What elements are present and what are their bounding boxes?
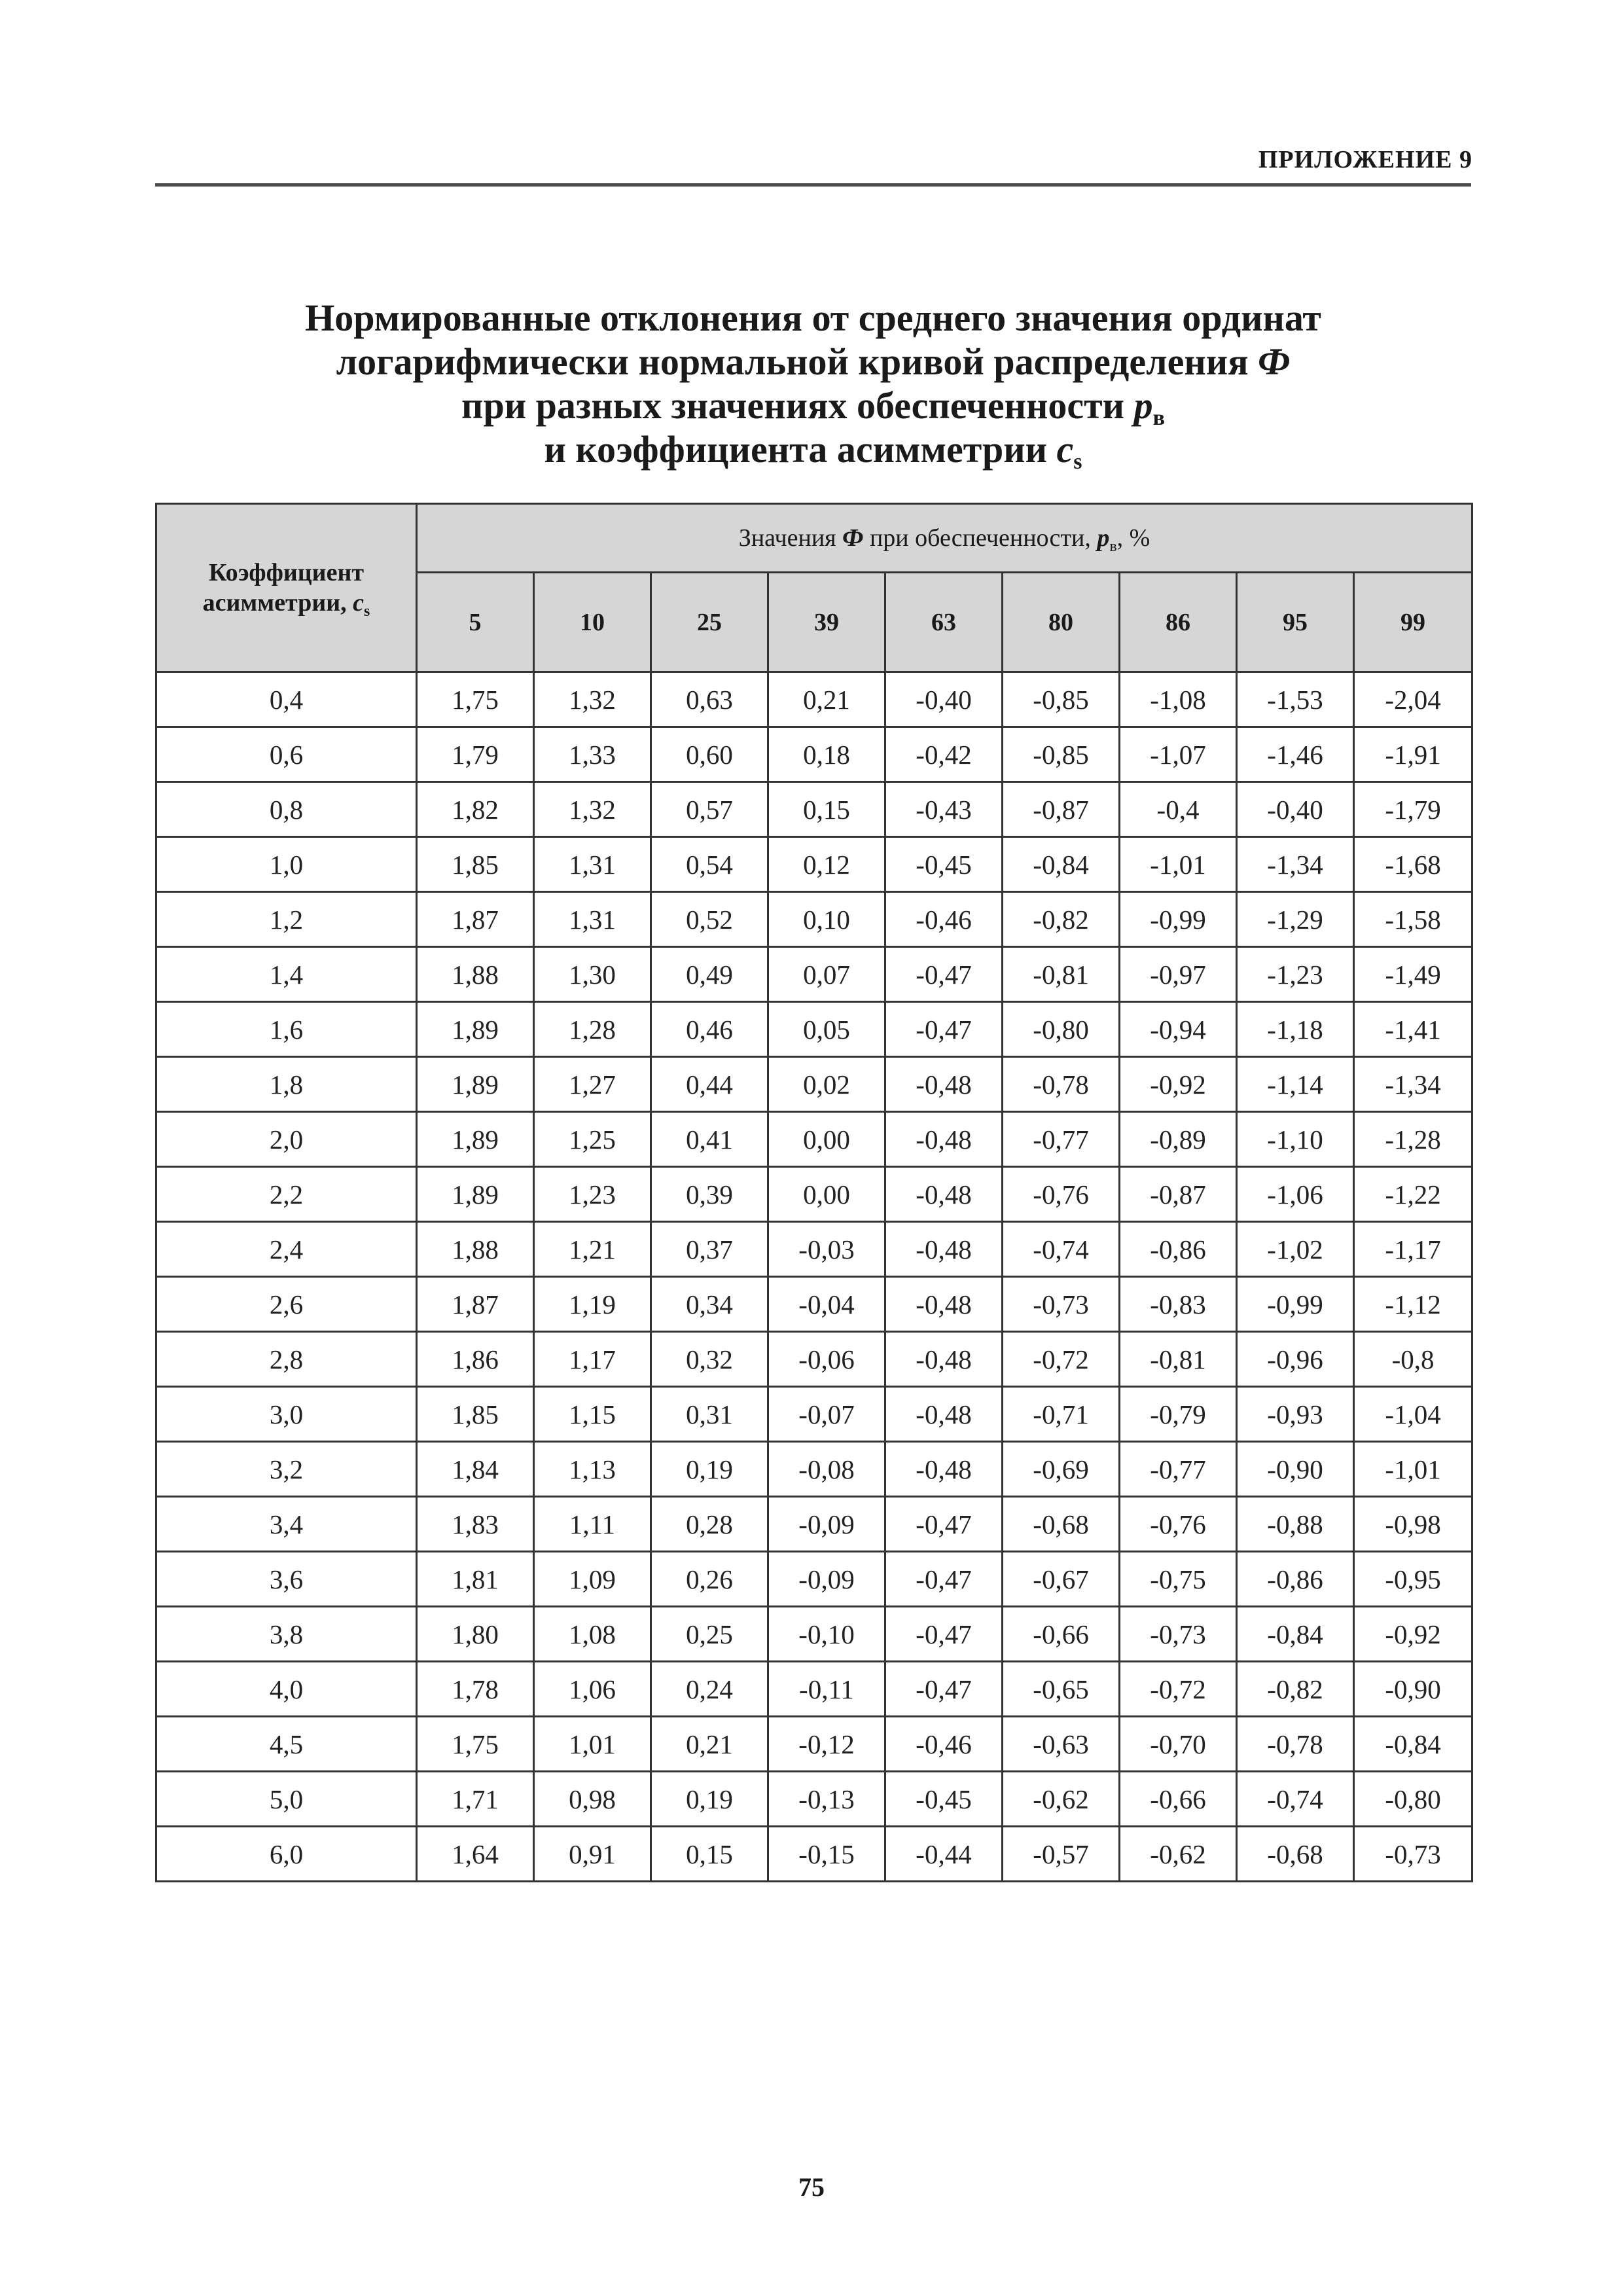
table-row xyxy=(156,947,1472,1002)
table-row xyxy=(156,1827,1472,1882)
phi-value-cell: -0,90 xyxy=(1354,1662,1472,1717)
column-header: 63 xyxy=(885,573,1003,672)
phi-value-cell: 1,85 xyxy=(417,837,534,892)
phi-value-cell: -0,43 xyxy=(885,782,1003,837)
phi-value-cell: -0,99 xyxy=(1120,892,1237,947)
phi-value-cell: 1,71 xyxy=(417,1772,534,1827)
stub-c-symbol: c xyxy=(353,589,364,617)
phi-value-cell: -0,94 xyxy=(1120,1002,1237,1057)
phi-value-cell: -1,08 xyxy=(1120,672,1237,727)
cs-value-cell: 3,4 xyxy=(156,1497,417,1552)
cs-value-cell: 1,4 xyxy=(156,947,417,1002)
table-row xyxy=(156,1002,1472,1057)
phi-value-cell: -0,84 xyxy=(1003,837,1120,892)
phi-value-cell: 1,89 xyxy=(417,1057,534,1112)
cs-value-cell: 0,8 xyxy=(156,782,417,837)
phi-value-cell: 1,88 xyxy=(417,947,534,1002)
phi-value-cell: -1,17 xyxy=(1354,1222,1472,1277)
phi-value-cell: 0,19 xyxy=(651,1772,768,1827)
phi-value-cell: 0,44 xyxy=(651,1057,768,1112)
cs-value-cell: 5,0 xyxy=(156,1772,417,1827)
phi-value-cell: -0,71 xyxy=(1003,1387,1120,1442)
phi-value-cell: -0,48 xyxy=(885,1387,1003,1442)
header-divider xyxy=(155,183,1471,187)
phi-value-cell: -0,46 xyxy=(885,1717,1003,1772)
phi-value-cell: 0,54 xyxy=(651,837,768,892)
phi-value-cell: 1,17 xyxy=(534,1332,651,1387)
phi-value-cell: -1,04 xyxy=(1354,1387,1472,1442)
phi-value-cell: -1,46 xyxy=(1237,727,1354,782)
group-header-text-2: при обеспеченности, xyxy=(863,524,1097,552)
column-header: 80 xyxy=(1003,573,1120,672)
table-row xyxy=(156,1552,1472,1607)
group-header xyxy=(417,504,1472,573)
phi-value-cell: -0,48 xyxy=(885,1057,1003,1112)
phi-value-cell: -1,01 xyxy=(1354,1442,1472,1497)
title-line-4 xyxy=(155,427,1471,474)
phi-value-cell: 1,19 xyxy=(534,1277,651,1332)
phi-value-cell: -0,88 xyxy=(1237,1497,1354,1552)
phi-value-cell: 1,11 xyxy=(534,1497,651,1552)
phi-value-cell: -0,68 xyxy=(1003,1497,1120,1552)
phi-value-cell: -0,81 xyxy=(1003,947,1120,1002)
phi-value-cell: 0,21 xyxy=(651,1717,768,1772)
title-line-3-text: при разных значениях обеспеченности xyxy=(461,384,1134,427)
phi-value-cell: 0,07 xyxy=(768,947,885,1002)
phi-value-cell: 1,31 xyxy=(534,837,651,892)
column-header: 25 xyxy=(651,573,768,672)
phi-value-cell: -0,77 xyxy=(1003,1112,1120,1167)
cs-value-cell: 1,6 xyxy=(156,1002,417,1057)
phi-value-cell: 0,31 xyxy=(651,1387,768,1442)
phi-value-cell: 0,19 xyxy=(651,1442,768,1497)
phi-value-cell: -0,8 xyxy=(1354,1332,1472,1387)
phi-value-cell: 0,39 xyxy=(651,1167,768,1222)
phi-value-cell: -0,48 xyxy=(885,1442,1003,1497)
table-row xyxy=(156,1057,1472,1112)
table-row xyxy=(156,1772,1472,1827)
title-c-symbol: c xyxy=(1056,428,1074,471)
phi-value-cell: -0,11 xyxy=(768,1662,885,1717)
phi-value-cell: -0,44 xyxy=(885,1827,1003,1882)
phi-value-cell: 1,88 xyxy=(417,1222,534,1277)
phi-value-cell: -0,47 xyxy=(885,1002,1003,1057)
phi-value-cell: -0,76 xyxy=(1120,1497,1237,1552)
phi-value-cell: 1,82 xyxy=(417,782,534,837)
phi-value-cell: -0,48 xyxy=(885,1167,1003,1222)
phi-value-cell: -0,62 xyxy=(1003,1772,1120,1827)
column-header: 95 xyxy=(1237,573,1354,672)
phi-value-cell: -0,73 xyxy=(1003,1277,1120,1332)
phi-value-cell: 1,84 xyxy=(417,1442,534,1497)
phi-value-cell: -2,04 xyxy=(1354,672,1472,727)
phi-value-cell: 1,89 xyxy=(417,1167,534,1222)
phi-value-cell: 1,06 xyxy=(534,1662,651,1717)
cs-value-cell: 0,4 xyxy=(156,672,417,727)
phi-value-cell: -0,09 xyxy=(768,1552,885,1607)
phi-value-cell: -0,07 xyxy=(768,1387,885,1442)
phi-value-cell: 0,18 xyxy=(768,727,885,782)
phi-value-cell: 1,27 xyxy=(534,1057,651,1112)
table-row xyxy=(156,782,1472,837)
phi-value-cell: -0,81 xyxy=(1120,1332,1237,1387)
group-header-text-3: , % xyxy=(1116,524,1150,552)
phi-value-cell: 1,75 xyxy=(417,1717,534,1772)
table-row xyxy=(156,1607,1472,1662)
phi-value-cell: 0,57 xyxy=(651,782,768,837)
phi-value-cell: -0,40 xyxy=(885,672,1003,727)
phi-value-cell: -0,99 xyxy=(1237,1277,1354,1332)
title-p-symbol: p xyxy=(1133,384,1153,427)
phi-value-cell: 0,05 xyxy=(768,1002,885,1057)
cs-value-cell: 3,2 xyxy=(156,1442,417,1497)
phi-value-cell: -0,96 xyxy=(1237,1332,1354,1387)
table-row xyxy=(156,1277,1472,1332)
phi-value-cell: -0,93 xyxy=(1237,1387,1354,1442)
phi-value-cell: -1,34 xyxy=(1237,837,1354,892)
cs-value-cell: 4,0 xyxy=(156,1662,417,1717)
phi-value-cell: 1,13 xyxy=(534,1442,651,1497)
phi-value-cell: -1,91 xyxy=(1354,727,1472,782)
phi-value-cell: -0,92 xyxy=(1354,1607,1472,1662)
phi-value-cell: 0,15 xyxy=(651,1827,768,1882)
column-header: 39 xyxy=(768,573,885,672)
phi-value-cell: -0,65 xyxy=(1003,1662,1120,1717)
phi-value-cell: -0,72 xyxy=(1003,1332,1120,1387)
cs-value-cell: 2,0 xyxy=(156,1112,417,1167)
phi-value-cell: -1,29 xyxy=(1237,892,1354,947)
phi-value-cell: -0,12 xyxy=(768,1717,885,1772)
phi-value-cell: 1,80 xyxy=(417,1607,534,1662)
title-line-4-text: и коэффициента асимметрии xyxy=(544,428,1057,471)
phi-value-cell: -1,06 xyxy=(1237,1167,1354,1222)
table-title xyxy=(155,296,1471,474)
cs-value-cell: 2,2 xyxy=(156,1167,417,1222)
phi-value-cell: -0,45 xyxy=(885,837,1003,892)
phi-value-cell: 0,26 xyxy=(651,1552,768,1607)
phi-value-cell: 1,86 xyxy=(417,1332,534,1387)
phi-value-cell: -0,73 xyxy=(1120,1607,1237,1662)
appendix-label: ПРИЛОЖЕНИЕ 9 xyxy=(1258,146,1472,173)
phi-value-cell: 1,09 xyxy=(534,1552,651,1607)
phi-value-cell: 0,24 xyxy=(651,1662,768,1717)
phi-value-cell: -0,46 xyxy=(885,892,1003,947)
stub-header-line-2: асимметрии, xyxy=(202,589,353,617)
phi-value-cell: -0,97 xyxy=(1120,947,1237,1002)
phi-value-cell: -1,23 xyxy=(1237,947,1354,1002)
phi-value-cell: -1,79 xyxy=(1354,782,1472,837)
phi-value-cell: 1,79 xyxy=(417,727,534,782)
phi-value-cell: -0,15 xyxy=(768,1827,885,1882)
cs-value-cell: 3,8 xyxy=(156,1607,417,1662)
cs-value-cell: 2,4 xyxy=(156,1222,417,1277)
phi-value-cell: -0,92 xyxy=(1120,1057,1237,1112)
phi-value-cell: -0,03 xyxy=(768,1222,885,1277)
phi-value-cell: -0,63 xyxy=(1003,1717,1120,1772)
column-header: 99 xyxy=(1354,573,1472,672)
column-header: 10 xyxy=(534,573,651,672)
phi-value-cell: 0,02 xyxy=(768,1057,885,1112)
phi-value-cell: 1,64 xyxy=(417,1827,534,1882)
phi-value-cell: -1,07 xyxy=(1120,727,1237,782)
cs-value-cell: 1,0 xyxy=(156,837,417,892)
phi-value-cell: -0,09 xyxy=(768,1497,885,1552)
phi-value-cell: 1,23 xyxy=(534,1167,651,1222)
phi-value-cell: 0,63 xyxy=(651,672,768,727)
phi-value-cell: 0,32 xyxy=(651,1332,768,1387)
table-row xyxy=(156,1497,1472,1552)
phi-value-cell: -0,84 xyxy=(1237,1607,1354,1662)
phi-value-cell: -1,49 xyxy=(1354,947,1472,1002)
phi-value-cell: 1,87 xyxy=(417,1277,534,1332)
phi-value-cell: -1,10 xyxy=(1237,1112,1354,1167)
phi-value-cell: -0,75 xyxy=(1120,1552,1237,1607)
phi-value-cell: 0,98 xyxy=(534,1772,651,1827)
table-row xyxy=(156,727,1472,782)
phi-value-cell: -1,68 xyxy=(1354,837,1472,892)
phi-value-cell: -0,47 xyxy=(885,1662,1003,1717)
cs-value-cell: 3,6 xyxy=(156,1552,417,1607)
phi-value-cell: 0,00 xyxy=(768,1112,885,1167)
phi-value-cell: -0,79 xyxy=(1120,1387,1237,1442)
title-phi-symbol: Ф xyxy=(1258,340,1291,383)
phi-value-cell: 1,81 xyxy=(417,1552,534,1607)
phi-value-cell: -0,95 xyxy=(1354,1552,1472,1607)
stub-header-line-1: Коэффициент xyxy=(208,559,365,586)
phi-value-cell: 0,21 xyxy=(768,672,885,727)
phi-value-cell: -0,62 xyxy=(1120,1827,1237,1882)
phi-value-cell: 0,37 xyxy=(651,1222,768,1277)
phi-value-cell: 0,60 xyxy=(651,727,768,782)
table-row xyxy=(156,1442,1472,1497)
cs-value-cell: 4,5 xyxy=(156,1717,417,1772)
cs-value-cell: 1,8 xyxy=(156,1057,417,1112)
phi-value-cell: -0,74 xyxy=(1003,1222,1120,1277)
phi-value-cell: 0,46 xyxy=(651,1002,768,1057)
phi-value-cell: -0,72 xyxy=(1120,1662,1237,1717)
table-row xyxy=(156,1112,1472,1167)
title-line-3 xyxy=(155,384,1471,430)
phi-value-cell: -0,74 xyxy=(1237,1772,1354,1827)
phi-value-cell: 1,75 xyxy=(417,672,534,727)
group-phi-symbol: Ф xyxy=(842,524,864,552)
page-number: 75 xyxy=(798,2172,825,2202)
phi-value-cell: 1,33 xyxy=(534,727,651,782)
table-row xyxy=(156,1662,1472,1717)
phi-value-cell: -0,40 xyxy=(1237,782,1354,837)
phi-value-cell: 1,85 xyxy=(417,1387,534,1442)
phi-value-cell: 1,78 xyxy=(417,1662,534,1717)
phi-value-cell: -0,47 xyxy=(885,1552,1003,1607)
phi-value-cell: -1,22 xyxy=(1354,1167,1472,1222)
phi-value-cell: -0,66 xyxy=(1003,1607,1120,1662)
phi-value-cell: 1,25 xyxy=(534,1112,651,1167)
phi-value-cell: -0,83 xyxy=(1120,1277,1237,1332)
phi-value-cell: -0,66 xyxy=(1120,1772,1237,1827)
phi-value-cell: -0,85 xyxy=(1003,727,1120,782)
phi-value-cell: -0,87 xyxy=(1120,1167,1237,1222)
phi-value-cell: 0,10 xyxy=(768,892,885,947)
phi-value-cell: 0,00 xyxy=(768,1167,885,1222)
phi-value-cell: -1,53 xyxy=(1237,672,1354,727)
phi-value-cell: -0,48 xyxy=(885,1112,1003,1167)
table-row xyxy=(156,672,1472,727)
cs-value-cell: 3,0 xyxy=(156,1387,417,1442)
phi-value-cell: -0,85 xyxy=(1003,672,1120,727)
phi-value-cell: -0,86 xyxy=(1237,1552,1354,1607)
title-p-subscript: в xyxy=(1152,406,1165,430)
title-c-subscript: s xyxy=(1073,450,1082,474)
phi-value-cell: -0,08 xyxy=(768,1442,885,1497)
phi-value-cell: -0,06 xyxy=(768,1332,885,1387)
phi-value-cell: -0,69 xyxy=(1003,1442,1120,1497)
phi-value-cell: -0,84 xyxy=(1354,1717,1472,1772)
phi-value-cell: 0,41 xyxy=(651,1112,768,1167)
phi-value-cell: 1,32 xyxy=(534,672,651,727)
group-header-text-1: Значения xyxy=(738,524,843,552)
phi-value-cell: -0,48 xyxy=(885,1332,1003,1387)
phi-value-cell: -0,73 xyxy=(1354,1827,1472,1882)
phi-value-cell: -0,48 xyxy=(885,1277,1003,1332)
phi-value-cell: -1,58 xyxy=(1354,892,1472,947)
phi-value-cell: -0,57 xyxy=(1003,1827,1120,1882)
phi-value-cell: -0,98 xyxy=(1354,1497,1472,1552)
phi-value-cell: -0,67 xyxy=(1003,1552,1120,1607)
phi-value-cell: -0,68 xyxy=(1237,1827,1354,1882)
phi-value-cell: -0,76 xyxy=(1003,1167,1120,1222)
phi-value-cell: -1,14 xyxy=(1237,1057,1354,1112)
phi-value-cell: 1,89 xyxy=(417,1002,534,1057)
stub-c-subscript: s xyxy=(363,603,370,620)
phi-value-cell: -0,86 xyxy=(1120,1222,1237,1277)
phi-value-cell: -1,41 xyxy=(1354,1002,1472,1057)
table-row xyxy=(156,837,1472,892)
phi-value-cell: -0,89 xyxy=(1120,1112,1237,1167)
phi-value-cell: -1,34 xyxy=(1354,1057,1472,1112)
phi-value-cell: 0,12 xyxy=(768,837,885,892)
phi-value-cell: 0,15 xyxy=(768,782,885,837)
title-line-2 xyxy=(155,340,1471,384)
phi-value-cell: -1,28 xyxy=(1354,1112,1472,1167)
phi-value-cell: -0,87 xyxy=(1003,782,1120,837)
phi-value-cell: -0,04 xyxy=(768,1277,885,1332)
cs-value-cell: 2,8 xyxy=(156,1332,417,1387)
phi-value-cell: -0,82 xyxy=(1003,892,1120,947)
phi-value-cell: -0,47 xyxy=(885,947,1003,1002)
table-row xyxy=(156,1332,1472,1387)
phi-value-cell: -0,47 xyxy=(885,1607,1003,1662)
phi-value-cell: -0,48 xyxy=(885,1222,1003,1277)
cs-value-cell: 6,0 xyxy=(156,1827,417,1882)
cs-value-cell: 1,2 xyxy=(156,892,417,947)
phi-value-cell: -1,12 xyxy=(1354,1277,1472,1332)
phi-value-cell: 1,01 xyxy=(534,1717,651,1772)
phi-value-cell: 1,08 xyxy=(534,1607,651,1662)
phi-value-cell: -0,47 xyxy=(885,1497,1003,1552)
group-p-symbol: p xyxy=(1097,524,1110,552)
table-row xyxy=(156,1222,1472,1277)
phi-value-cell: 0,34 xyxy=(651,1277,768,1332)
phi-value-cell: -0,80 xyxy=(1003,1002,1120,1057)
phi-value-cell: -0,90 xyxy=(1237,1442,1354,1497)
phi-value-cell: -0,42 xyxy=(885,727,1003,782)
phi-value-cell: -0,45 xyxy=(885,1772,1003,1827)
phi-value-cell: -1,02 xyxy=(1237,1222,1354,1277)
cs-value-cell: 2,6 xyxy=(156,1277,417,1332)
phi-value-cell: 1,15 xyxy=(534,1387,651,1442)
phi-value-cell: 0,52 xyxy=(651,892,768,947)
title-line-1: Нормированные отклонения от среднего значения ординат xyxy=(305,296,1321,339)
column-header: 86 xyxy=(1120,573,1237,672)
table-row xyxy=(156,1387,1472,1442)
stub-header xyxy=(156,504,417,672)
phi-value-cell: -0,78 xyxy=(1003,1057,1120,1112)
phi-value-cell: 1,31 xyxy=(534,892,651,947)
phi-value-cell: 1,89 xyxy=(417,1112,534,1167)
table-row xyxy=(156,1717,1472,1772)
title-line-2-text: логарифмически нормальной кривой распределения xyxy=(336,340,1258,383)
phi-value-cell: -0,10 xyxy=(768,1607,885,1662)
phi-value-cell: -1,01 xyxy=(1120,837,1237,892)
phi-value-cell: 0,28 xyxy=(651,1497,768,1552)
phi-value-cell: 1,30 xyxy=(534,947,651,1002)
cs-value-cell: 0,6 xyxy=(156,727,417,782)
phi-value-cell: -0,70 xyxy=(1120,1717,1237,1772)
phi-value-cell: 1,32 xyxy=(534,782,651,837)
phi-value-cell: -0,4 xyxy=(1120,782,1237,837)
phi-value-cell: -1,18 xyxy=(1237,1002,1354,1057)
phi-value-cell: 0,25 xyxy=(651,1607,768,1662)
phi-value-cell: 1,87 xyxy=(417,892,534,947)
phi-value-cell: 1,21 xyxy=(534,1222,651,1277)
table-row xyxy=(156,1167,1472,1222)
phi-value-cell: -0,80 xyxy=(1354,1772,1472,1827)
phi-value-cell: -0,78 xyxy=(1237,1717,1354,1772)
phi-value-cell: -0,82 xyxy=(1237,1662,1354,1717)
phi-value-cell: 0,91 xyxy=(534,1827,651,1882)
column-header: 5 xyxy=(417,573,534,672)
phi-value-cell: -0,13 xyxy=(768,1772,885,1827)
phi-value-cell: 0,49 xyxy=(651,947,768,1002)
deviation-table xyxy=(155,503,1473,1882)
phi-value-cell: -0,77 xyxy=(1120,1442,1237,1497)
group-p-subscript: в xyxy=(1109,538,1117,555)
phi-value-cell: 1,28 xyxy=(534,1002,651,1057)
table-row xyxy=(156,892,1472,947)
phi-value-cell: 1,83 xyxy=(417,1497,534,1552)
